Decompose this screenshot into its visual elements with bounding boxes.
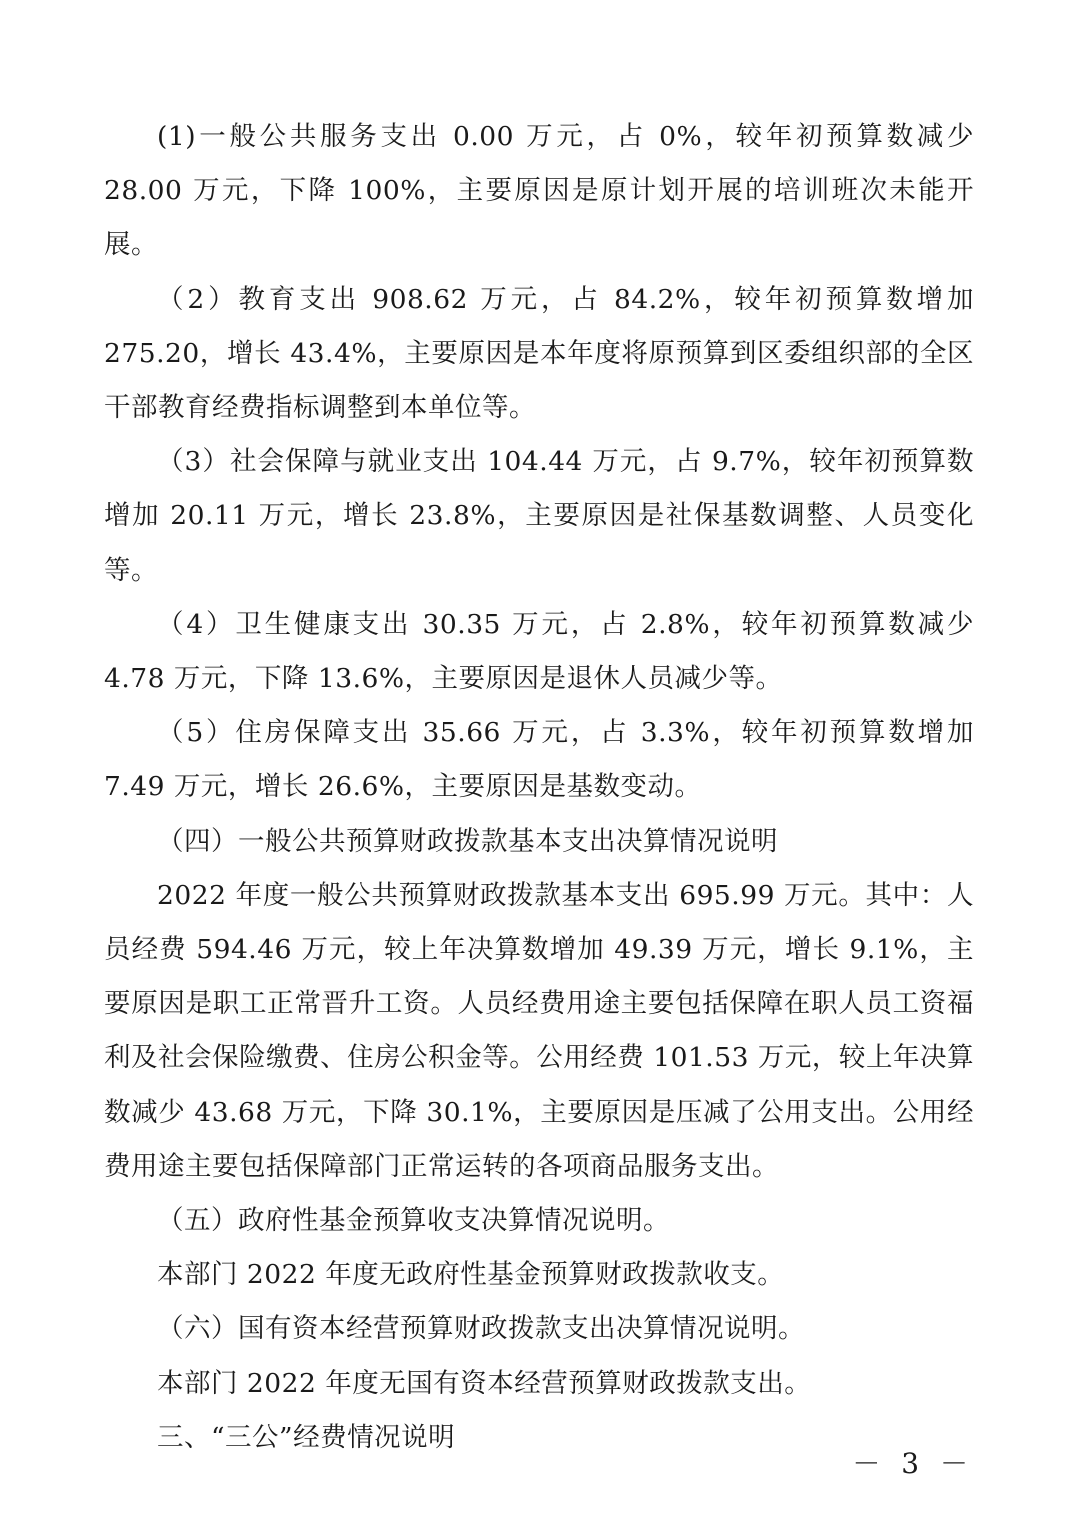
section-heading-government-fund: （五）政府性基金预算收支决算情况说明。 [157, 1205, 670, 1237]
paragraph-housing: （5）住房保障支出 35.66 万元，占 3.3%，较年初预算数增加 7.49 万元，增长 26.6%，主要原因是基数变动。 [104, 717, 974, 803]
page-number: － 3 － [852, 1447, 974, 1480]
paragraph-state-capital: 本部门 2022 年度无国有资本经营预算财政拨款支出。 [157, 1367, 812, 1399]
paragraph-basic-expenditure: 2022 年度一般公共预算财政拨款基本支出 695.99 万元。其中：人员经费 594.46 万元，较上年决算数增加 49.39 万元，增长 9.1%，主要原因是职工正常晋升工资。人员经费用途主要包括保障在职人员工资福利及社会保险缴费、住房公积金等。公用经费 101.53 万元，较上年决算数减少 43.68 万元，下降 30.1%，主要原因是压减了公用支出。公用经费用途主要包括保障部门正常运转的各项商品服务支出。 [104, 879, 974, 1182]
section-heading-state-capital: （六）国有资本经营预算财政拨款支出决算情况说明。 [157, 1313, 805, 1345]
paragraph-social-security: （3）社会保障与就业支出 104.44 万元，占 9.7%，较年初预算数增加 20.11 万元，增长 23.8%，主要原因是社保基数调整、人员变化等。 [104, 446, 974, 586]
paragraph-health: （4）卫生健康支出 30.35 万元，占 2.8%，较年初预算数减少 4.78 万元，下降 13.6%，主要原因是退休人员减少等。 [104, 608, 974, 695]
paragraph-education: （2）教育支出 908.62 万元，占 84.2%，较年初预算数增加 275.20，增长 43.4%，主要原因是本年度将原预算到区委组织部的全区干部教育经费指标调整到本单位等。 [104, 283, 974, 424]
document-body [104, 110, 974, 1465]
section-heading-three-public-expenses: 三、“三公”经费情况说明 [157, 1421, 456, 1453]
paragraph-general-public-services: (1)一般公共服务支出 0.00 万元，占 0%，较年初预算数减少 28.00 万元，下降 100%，主要原因是原计划开展的培训班次未能开展。 [104, 121, 974, 261]
section-heading-basic-expenditure: （四）一般公共预算财政拨款基本支出决算情况说明 [157, 825, 778, 857]
paragraph-government-fund: 本部门 2022 年度无政府性基金预算财政拨款收支。 [157, 1259, 785, 1291]
